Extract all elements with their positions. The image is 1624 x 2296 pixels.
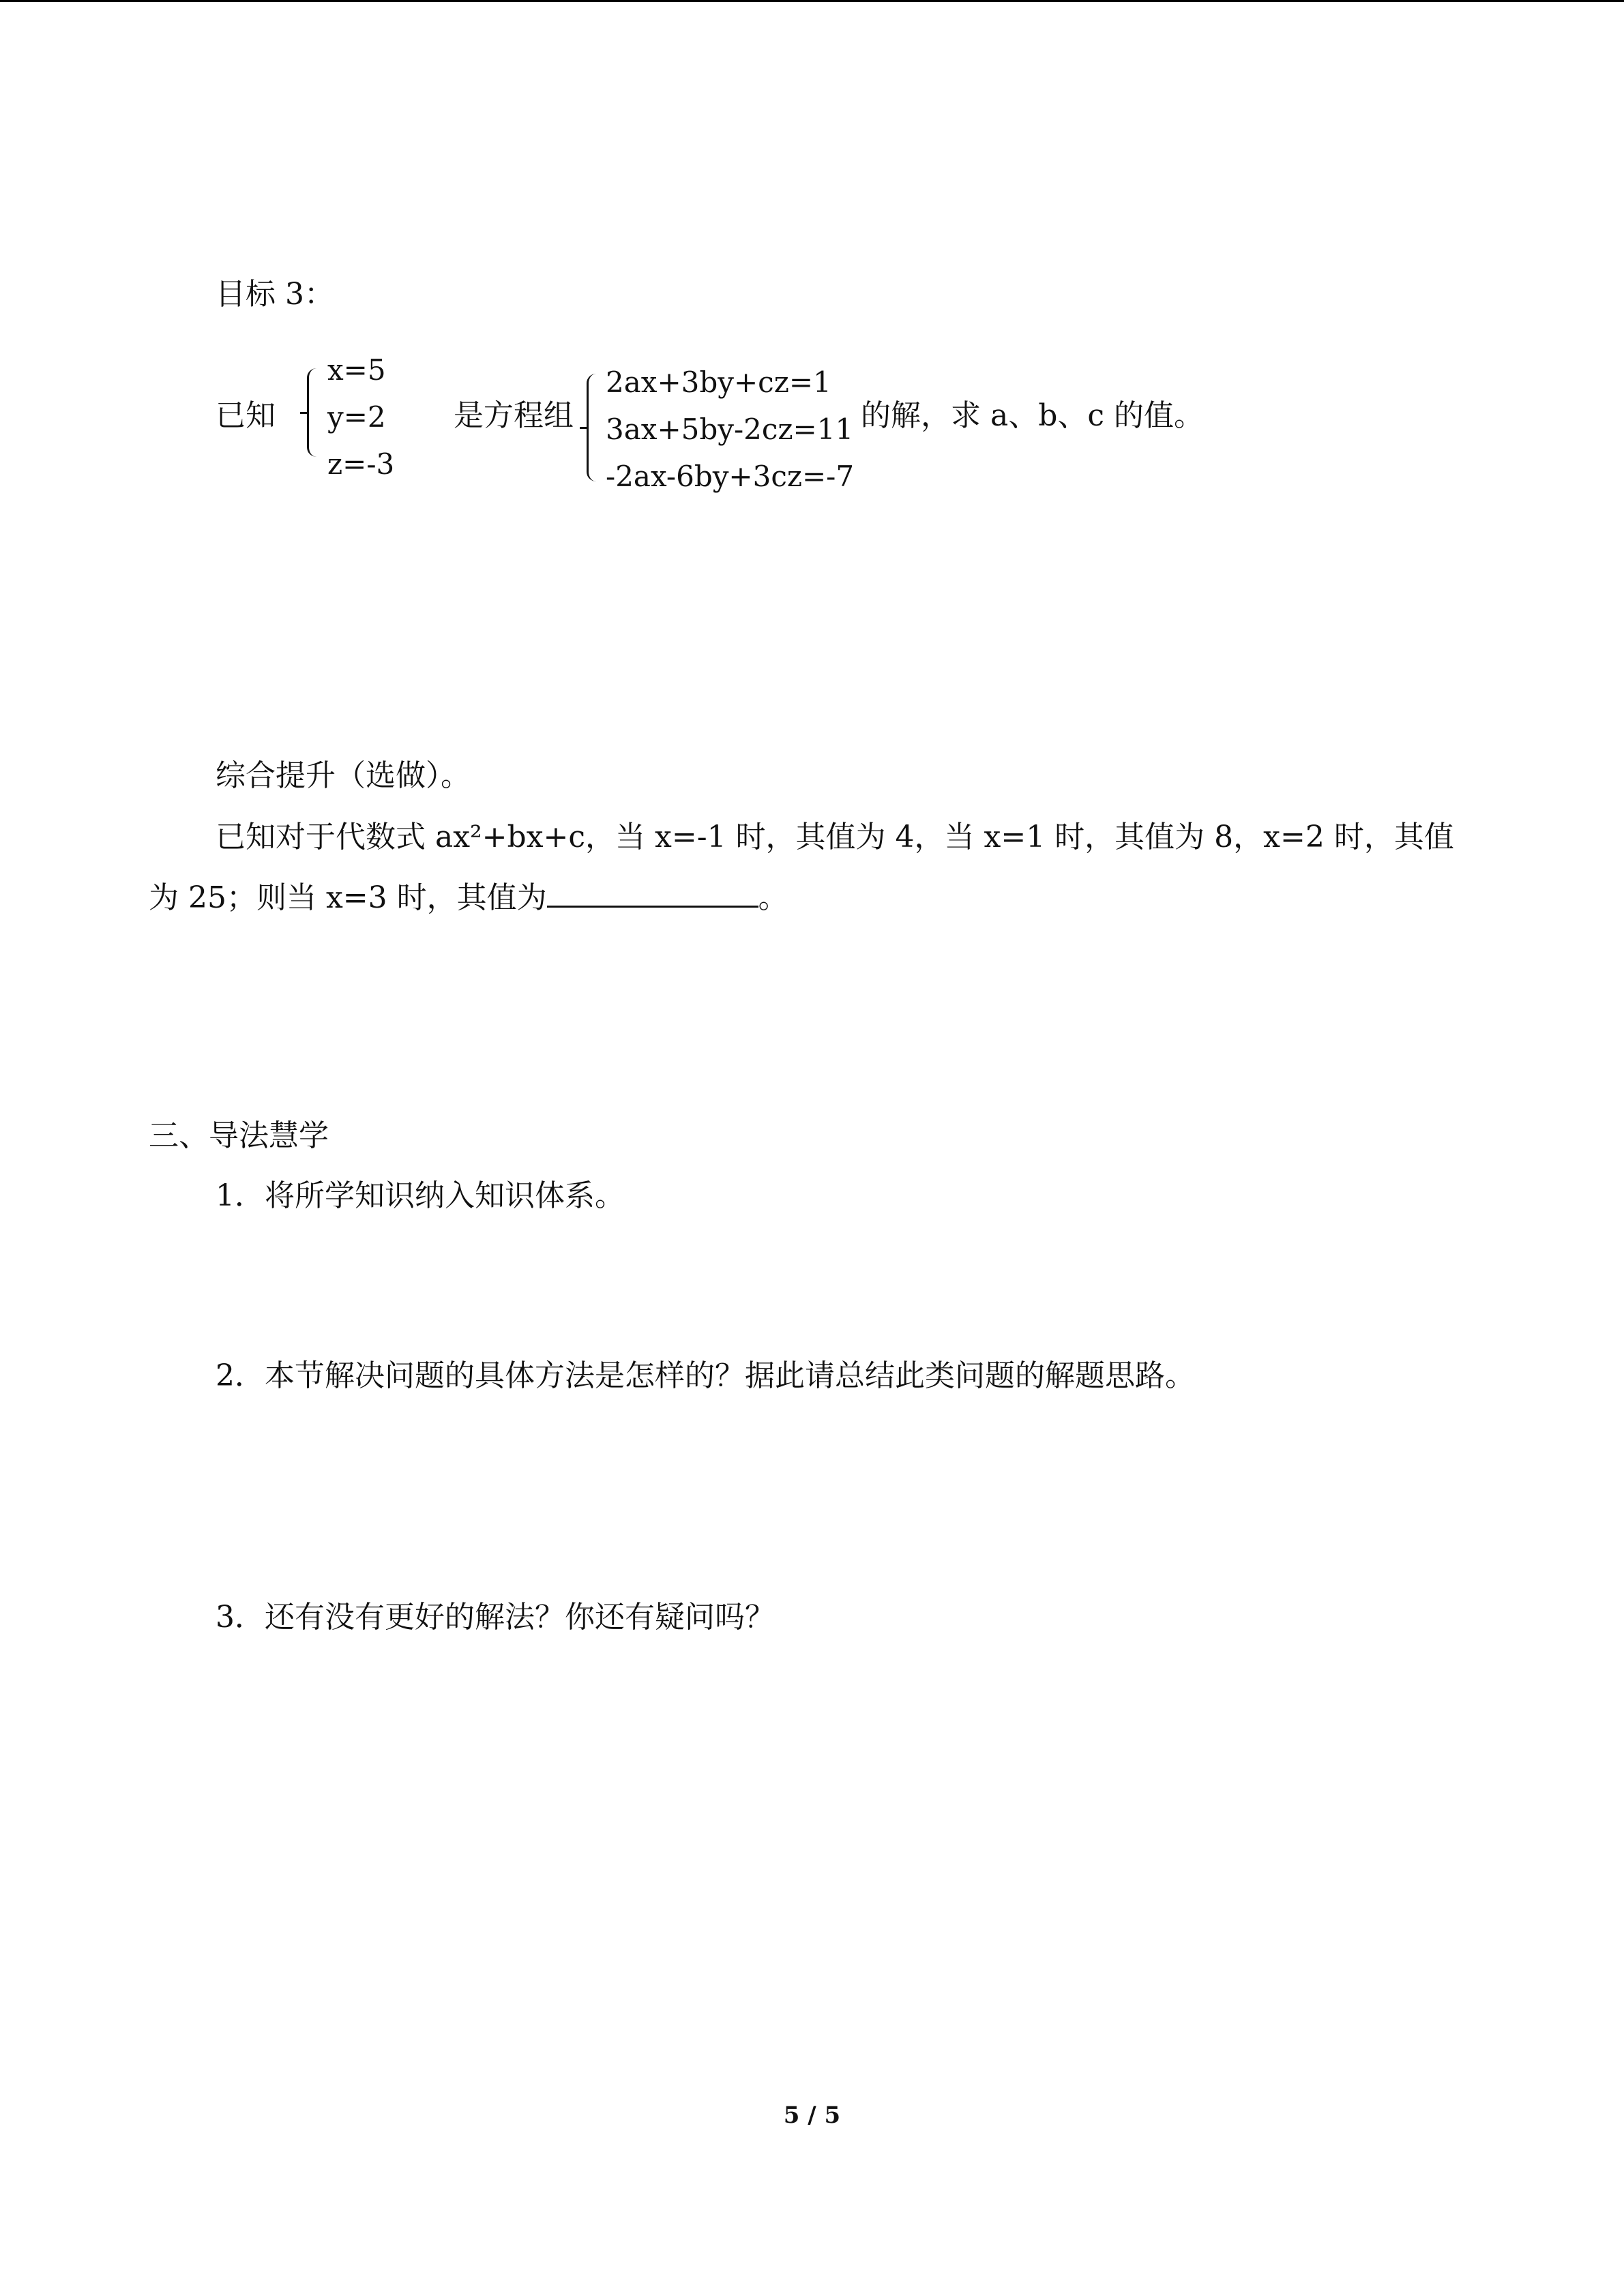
system-brace-tick: [580, 427, 588, 429]
system-brace: [587, 374, 601, 481]
advanced-heading: 综合提升（选做）。: [216, 758, 471, 793]
solution-brace: [307, 368, 321, 457]
advanced-problem-line1: 已知对于代数式 ax²+bx+c，当 x=-1 时，其值为 4，当 x=1 时，其值为 8，x=2 时，其值: [216, 820, 1454, 854]
is-system-label: 是方程组: [454, 398, 574, 433]
solution-y: y=2: [327, 400, 386, 434]
section3-item-3: 3．还有没有更好的解法？你还有疑问吗？: [216, 1600, 775, 1635]
goal3-heading: 目标 3：: [216, 277, 334, 312]
goal3-question: 的解，求 a、b、c 的值。: [861, 398, 1205, 433]
solution-x: x=5: [327, 353, 386, 387]
solution-z: z=-3: [327, 447, 395, 481]
system-eq-2: 3ax+5by-2cz=11: [606, 413, 854, 446]
advanced-problem-line2: [149, 878, 788, 917]
section3-item-2: 2．本节解决问题的具体方法是怎样的？据此请总结此类问题的解题思路。: [216, 1358, 1195, 1393]
advanced-line2-text: 为 25；则当 x=3 时，其值为: [149, 880, 547, 915]
advanced-line2-end: 。: [758, 880, 788, 915]
known-label: 已知: [216, 398, 276, 433]
system-eq-1: 2ax+3by+cz=1: [606, 366, 831, 399]
section3-heading: 三、导法慧学: [149, 1118, 329, 1153]
section3-item-1: 1．将所学知识纳入知识体系。: [216, 1178, 625, 1213]
page-number: 5 / 5: [783, 2102, 841, 2129]
solution-brace-tick: [300, 412, 308, 414]
top-border: [0, 0, 1624, 2]
system-eq-3: -2ax-6by+3cz=-7: [606, 460, 855, 493]
answer-blank[interactable]: [547, 878, 758, 908]
